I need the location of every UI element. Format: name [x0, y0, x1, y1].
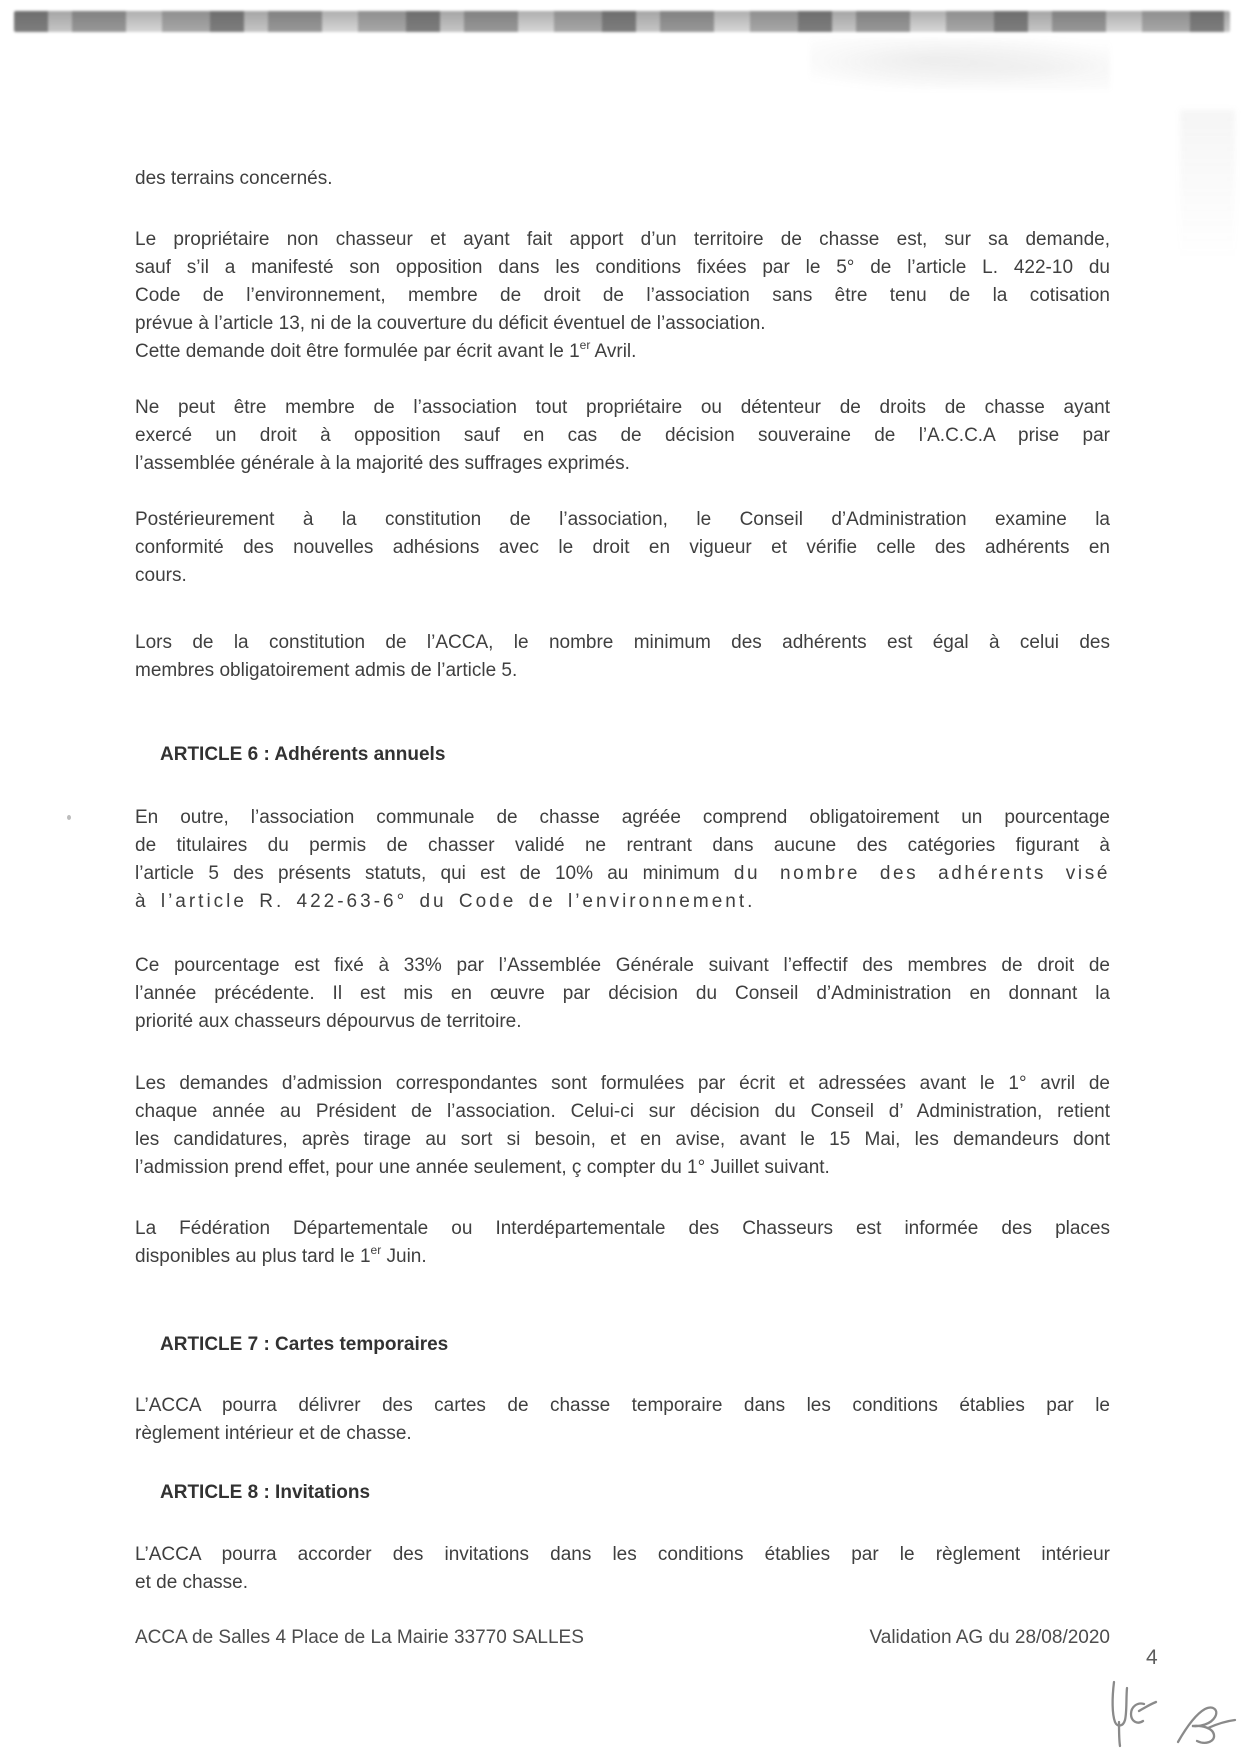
text-line: L’ACCA pourra accorder des invitations dans les conditions établies par le règlement intérieur [135, 1544, 1110, 1565]
text-line: règlement intérieur et de chasse. [135, 1423, 412, 1444]
text-line: à l’article R. 422-63-6° du Code de l’environnement. [135, 891, 756, 912]
text-line: et de chasse. [135, 1572, 249, 1593]
text-line: La Fédération Départementale ou Interdépartementale des Chasseurs est informée des places [135, 1218, 1110, 1239]
text-line: exercé un droit à opposition sauf en cas de décision souveraine de l’A.C.C.A prise par [135, 425, 1110, 446]
text-line: Les demandes d’admission correspondantes sont formulées par écrit et adressées avant le 1° avril de [135, 1073, 1110, 1094]
scan-artifact-top-band [14, 11, 1230, 32]
text-segment: Cette demande doit être formulée par écrit avant le 1 [135, 341, 580, 362]
text-line: l’admission prend effet, pour une année seulement, ç compter du 1° Juillet suivant. [135, 1157, 830, 1178]
scan-artifact-speck [67, 815, 71, 820]
text-line: Le propriétaire non chasseur et ayant fait apport d’un territoire de chasse est, sur sa demande, [135, 229, 1110, 250]
footer-validation: Validation AG du 28/08/2020 [869, 1627, 1110, 1648]
paragraph-invitations [135, 1541, 1110, 1597]
superscript-er: er [370, 1243, 382, 1257]
paragraph-opposition [135, 394, 1110, 478]
text-segment-spaced: du nombre des adhérents visé [733, 863, 1110, 884]
text-line: de titulaires du permis de chasser validé ne rentrant dans aucune des catégories figurant à [135, 835, 1110, 856]
text-line: conformité des nouvelles adhésions avec le droit en vigueur et vérifie celle des adhérents en [135, 537, 1110, 558]
text-line: des terrains concernés. [135, 168, 333, 189]
text-segment: l’article 5 des présents statuts, qui est de 10% au minimum [135, 863, 734, 884]
text-line: chaque année au Président de l’association. Celui-ci sur décision du Conseil d’ Administration, retient [135, 1101, 1110, 1122]
paragraph-federation [135, 1215, 1110, 1271]
text-line: l’assemblée générale à la majorité des suffrages exprimés. [135, 453, 630, 474]
page-number: 4 [1146, 1646, 1158, 1669]
paragraph-posterieurement [135, 506, 1110, 590]
text-line: les candidatures, après tirage au sort si besoin, et en avise, avant le 15 Mai, les demandeurs dont [135, 1129, 1110, 1150]
text-segment: Juin. [381, 1246, 427, 1267]
text-segment: disponibles au plus tard le 1 [135, 1246, 371, 1267]
article-6-heading: ARTICLE 6 : Adhérents annuels [160, 744, 446, 765]
text-line: L’ACCA pourra délivrer des cartes de chasse temporaire dans les conditions établies par le [135, 1395, 1110, 1416]
intro-line [135, 165, 1110, 193]
text-line: Postérieurement à la constitution de l’association, le Conseil d’Administration examine la [135, 509, 1110, 530]
text-line: cours. [135, 565, 187, 586]
text-line: priorité aux chasseurs dépourvus de territoire. [135, 1011, 522, 1032]
paragraph-proprietaire [135, 226, 1110, 366]
text-line [135, 860, 1110, 888]
text-line: prévue à l’article 13, ni de la couverture du déficit éventuel de l’association. [135, 313, 766, 334]
text-line: Ne peut être membre de l’association tout propriétaire ou détenteur de droits de chasse ayant [135, 397, 1110, 418]
text-segment: Avril. [590, 341, 637, 362]
paragraph-cartes-temporaires [135, 1392, 1110, 1448]
article-8-heading: ARTICLE 8 : Invitations [160, 1482, 371, 1503]
text-line [135, 338, 1110, 366]
text-line: Ce pourcentage est fixé à 33% par l’Assemblée Générale suivant l’effectif des membres de droit de [135, 955, 1110, 976]
page-footer [135, 1627, 1110, 1649]
paragraph-demandes-admission [135, 1070, 1110, 1182]
article-7-heading: ARTICLE 7 : Cartes temporaires [160, 1334, 449, 1355]
text-line: En outre, l’association communale de chasse agréée comprend obligatoirement un pourcentage [135, 807, 1110, 828]
text-line: sauf s’il a manifesté son opposition dans les conditions fixées par le 5° de l’article L. 422-10 du [135, 257, 1110, 278]
text-line [135, 1243, 1110, 1271]
handwritten-initials-icon [1172, 1702, 1238, 1748]
scan-artifact-smudge [810, 38, 1110, 90]
paragraph-constitution [135, 629, 1110, 685]
paragraph-adherents-annuels [135, 804, 1110, 916]
text-line: l’année précédente. Il est mis en œuvre par décision du Conseil d’Administration en donnant la [135, 983, 1110, 1004]
handwritten-initials-icon [1106, 1678, 1160, 1748]
text-line: Code de l’environnement, membre de droit de l’association sans être tenu de la cotisation [135, 285, 1110, 306]
text-line: Lors de la constitution de l’ACCA, le nombre minimum des adhérents est égal à celui des [135, 632, 1110, 653]
scan-artifact-edge-smudge [1180, 110, 1235, 260]
superscript-er: er [579, 338, 591, 352]
paragraph-pourcentage [135, 952, 1110, 1036]
text-line: membres obligatoirement admis de l’article 5. [135, 660, 518, 681]
footer-address: ACCA de Salles 4 Place de La Mairie 33770 SALLES [135, 1627, 584, 1648]
